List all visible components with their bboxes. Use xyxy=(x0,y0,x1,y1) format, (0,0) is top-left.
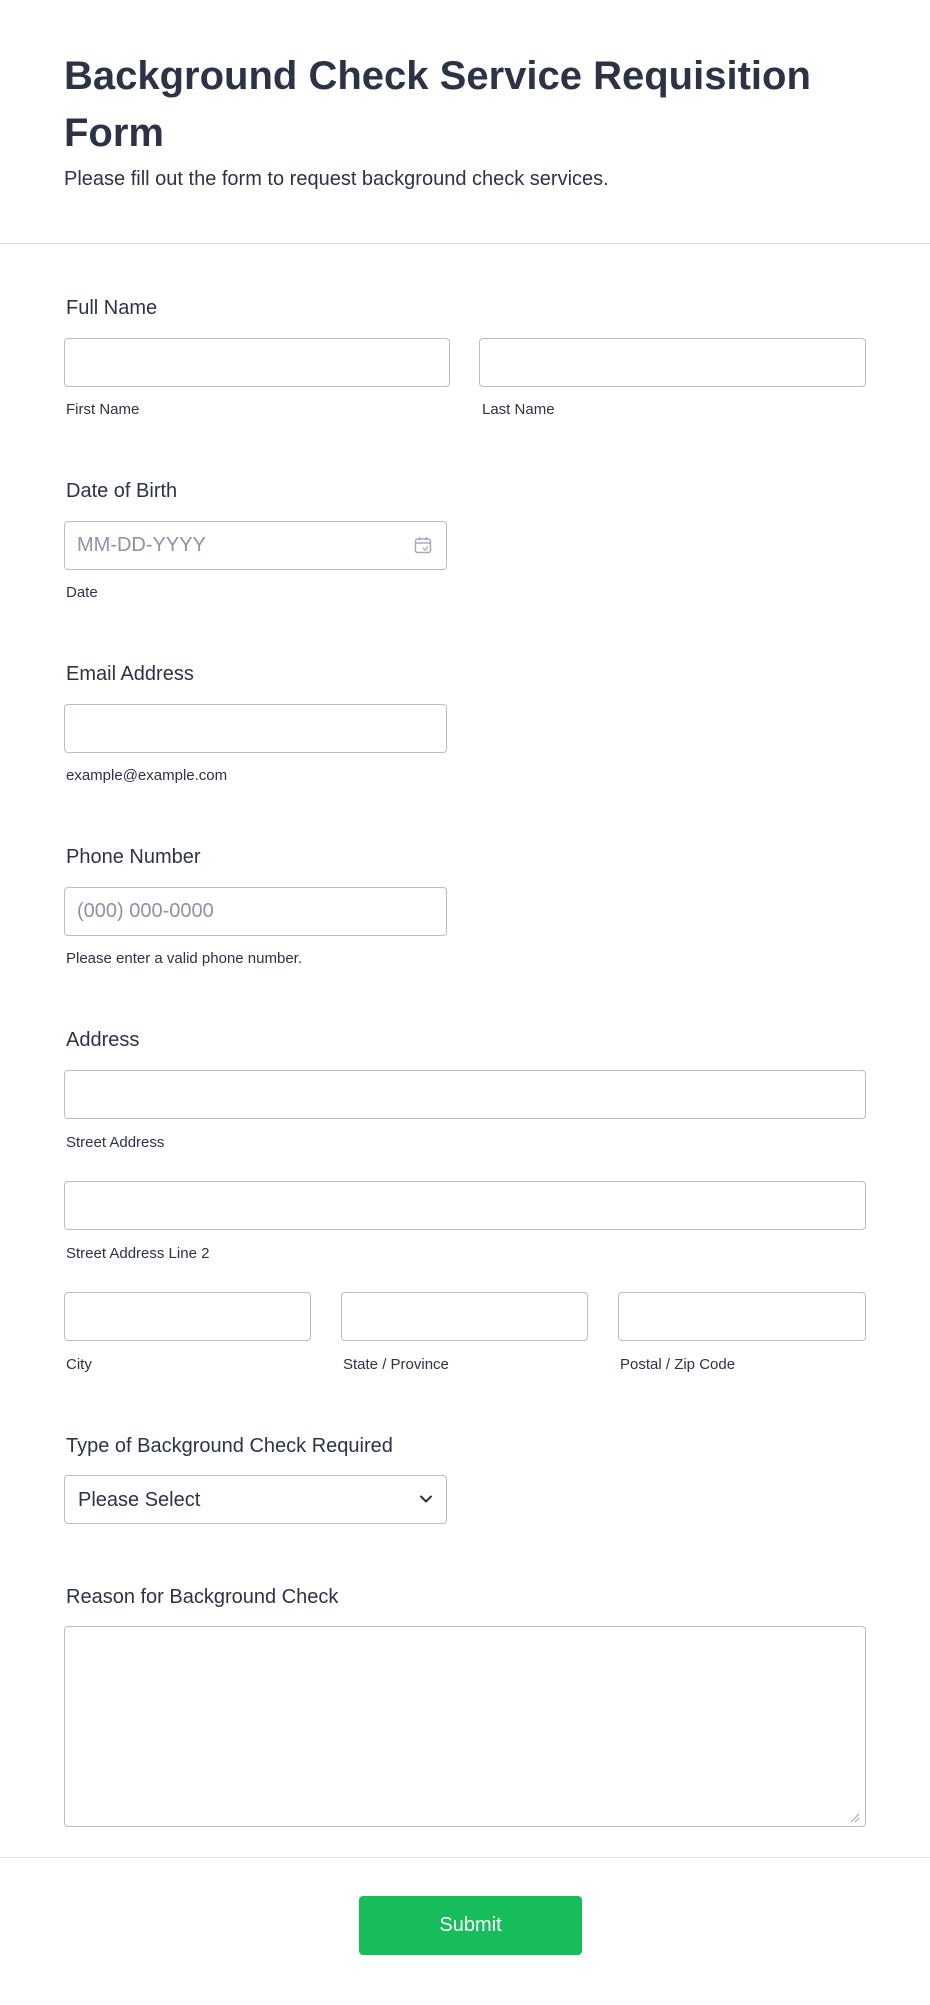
phone-sublabel: Please enter a valid phone number. xyxy=(66,950,302,967)
last-name-input[interactable] xyxy=(479,338,866,387)
phone-label: Phone Number xyxy=(66,846,201,868)
city-input[interactable] xyxy=(64,1292,311,1341)
street-address-input[interactable] xyxy=(64,1070,866,1119)
street-address-line2-input[interactable] xyxy=(64,1181,866,1230)
last-name-sublabel: Last Name xyxy=(482,401,555,418)
date-of-birth-input[interactable] xyxy=(64,521,447,570)
city-sublabel: City xyxy=(66,1356,92,1373)
first-name-input[interactable] xyxy=(64,338,450,387)
page-title: Background Check Service Requisition Form xyxy=(64,54,811,155)
email-input[interactable] xyxy=(64,704,447,753)
email-label: Email Address xyxy=(66,663,194,685)
form-header xyxy=(0,0,930,244)
address-label: Address xyxy=(66,1029,140,1051)
chevron-down-icon xyxy=(418,1493,434,1505)
date-of-birth-label: Date of Birth xyxy=(66,480,178,502)
check-type-select[interactable] xyxy=(64,1475,447,1524)
state-sublabel: State / Province xyxy=(343,1356,449,1373)
check-type-label: Type of Background Check Required xyxy=(66,1435,393,1457)
zip-sublabel: Postal / Zip Code xyxy=(620,1356,736,1373)
page-subtitle: Please fill out the form to request background check services. xyxy=(64,168,609,190)
first-name-sublabel: First Name xyxy=(66,401,140,418)
footer-divider xyxy=(0,1857,930,1858)
check-type-selected-value: Please Select xyxy=(78,1489,201,1511)
submit-button[interactable]: Submit xyxy=(359,1896,582,1955)
street-address-sublabel: Street Address xyxy=(66,1134,165,1151)
full-name-label: Full Name xyxy=(66,297,158,319)
phone-input[interactable] xyxy=(64,887,447,936)
date-sublabel: Date xyxy=(66,584,98,601)
resize-grip-icon[interactable] xyxy=(850,1813,860,1823)
state-input[interactable] xyxy=(341,1292,588,1341)
email-sublabel: example@example.com xyxy=(66,767,228,784)
reason-label: Reason for Background Check xyxy=(66,1586,339,1608)
street-address-line2-sublabel: Street Address Line 2 xyxy=(66,1245,210,1262)
zip-input[interactable] xyxy=(618,1292,866,1341)
calendar-icon[interactable] xyxy=(414,536,432,554)
reason-textarea[interactable] xyxy=(64,1626,866,1827)
